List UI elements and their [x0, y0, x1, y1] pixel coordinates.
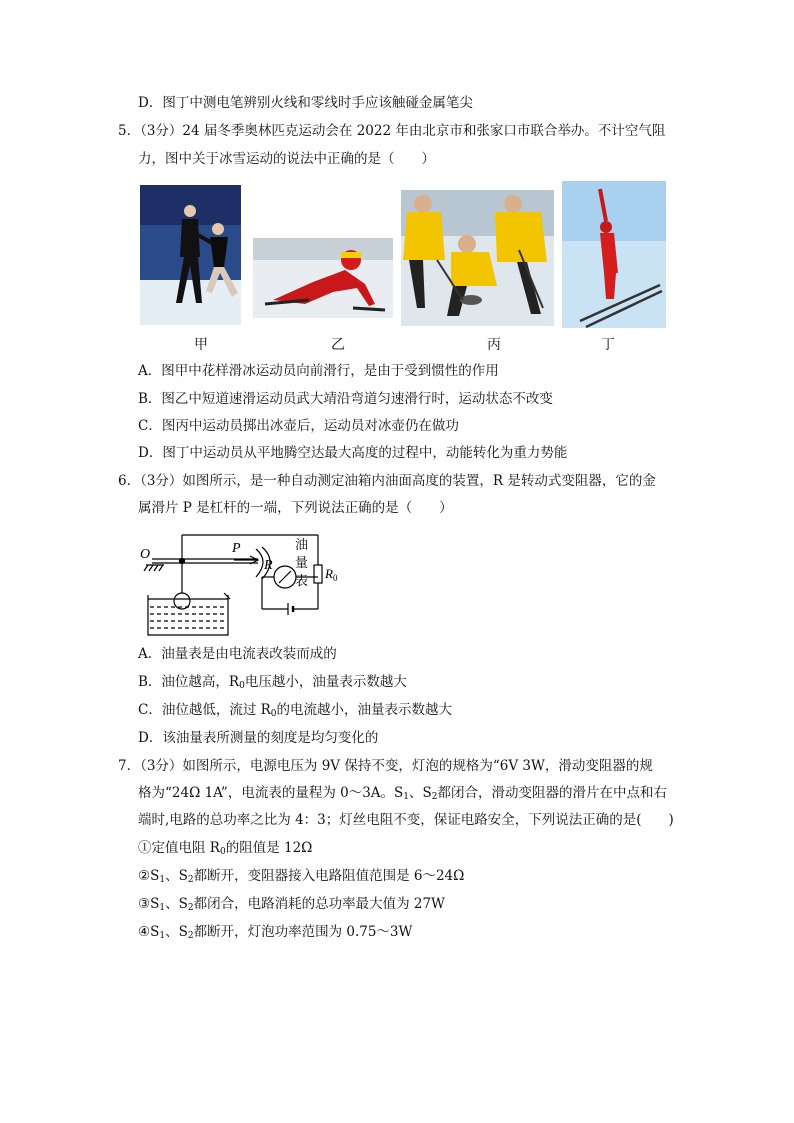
q5-stem-line1: 5．（3分）24 届冬季奥林匹克运动会在 2022 年由北京市和张家口市联合举办。不计空气阻: [118, 123, 666, 139]
q7-statement-3: $③S_1$、$S_2$都闭合，电路消耗的总功率最大值为 27W: [138, 896, 445, 913]
q5-stem-line2: 力，图中关于冰雪运动的说法中正确的是（ ）: [138, 151, 435, 167]
q7-stem-line3: 端时,电路的总功率之比为 4：3；灯丝电阻不变，保证电路安全，下列说法正确的是( ): [138, 812, 674, 828]
caption-bing: 丙: [487, 337, 501, 353]
q6-option-c: C．油位越低，流过 $R_0$的电流越小，油量表示数越大: [138, 702, 453, 719]
caption-jia: 甲: [194, 337, 208, 353]
q6-stem-line2: 属滑片 P 是杠杆的一端，下列说法正确的是（ ）: [138, 500, 453, 516]
q6-option-a: A．油量表是由电流表改装而成的: [138, 646, 337, 662]
meter-label-3: 表: [295, 573, 309, 588]
photo-curling: [401, 190, 554, 326]
label-p: P: [232, 541, 241, 556]
label-r0: $R_0$: [325, 566, 338, 583]
photo-speed-skating: [253, 238, 393, 318]
q6-stem-line1: 6．（3分）如图所示，是一种自动测定油箱内油面高度的装置，R 是转动式变阻器，它的金: [118, 473, 656, 489]
meter-label-2: 量: [295, 555, 309, 570]
caption-yi: 乙: [331, 337, 345, 353]
label-r: R: [264, 558, 273, 573]
q7-stem-line2: 格为“24Ω 1A”，电流表的量程为 0～3A。$S_1$、$S_2$都闭合，滑动变阻器的滑片在中点和右: [138, 785, 668, 802]
q7-statement-1: ①定值电阻 $R_0$的阻值是 12Ω: [138, 840, 313, 857]
q5-option-a: A．图甲中花样滑冰运动员向前滑行，是由于受到惯性的作用: [138, 363, 499, 379]
q5-option-c: C．图丙中运动员掷出冰壶后，运动员对冰壶仍在做功: [138, 418, 459, 434]
q4-option-d: D．图丁中测电笔辨别火线和零线时手应该触碰金属笔尖: [138, 95, 473, 111]
caption-ding: 丁: [601, 337, 615, 353]
oil-gauge-circuit-diagram: [138, 527, 348, 639]
photo-aerial-skiing: [562, 181, 666, 328]
q5-option-d: D．图丁中运动员从平地腾空达最大高度的过程中，动能转化为重力势能: [138, 445, 568, 461]
q6-option-b: B．油位越高，$R_0$电压越小，油量表示数越大: [138, 674, 407, 691]
q6-option-d: D．该油量表所测量的刻度是均匀变化的: [138, 730, 379, 746]
q7-stem-line1: 7．（3分）如图所示，电源电压为 9V 保持不变，灯泡的规格为“6V 3W，滑动变阻器的规: [118, 758, 653, 774]
photo-figure-skating: [140, 185, 241, 325]
meter-label-1: 油: [295, 537, 309, 552]
label-o: O: [140, 547, 151, 562]
q5-option-b: B．图乙中短道速滑运动员武大靖沿弯道匀速滑行时，运动状态不改变: [138, 391, 553, 407]
q7-statement-2: $②S_1$、$S_2$都断开，变阻器接入电路阻值范围是 6～24Ω: [138, 868, 465, 885]
q7-statement-4: $④S_1$、$S_2$都断开，灯泡功率范围为 0.75～3W: [138, 924, 413, 941]
